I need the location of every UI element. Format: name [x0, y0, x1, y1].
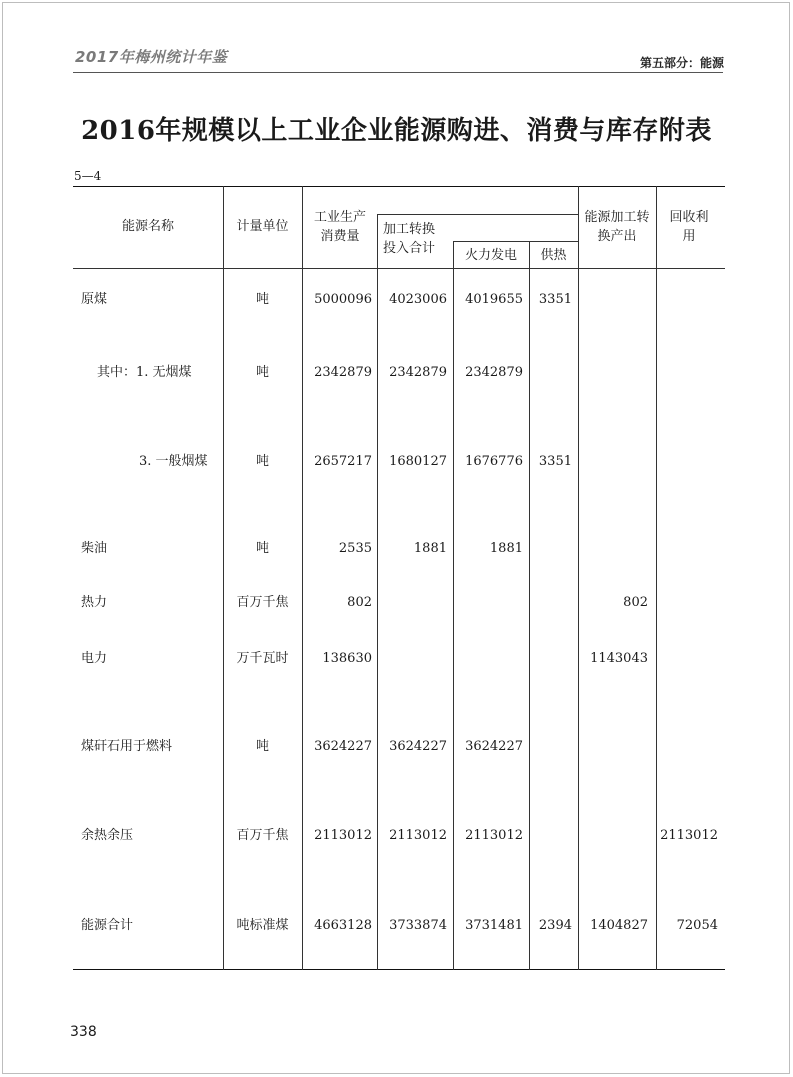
col-header-name: 能源名称 — [121, 219, 174, 234]
row-diesel-industrial: 2535 — [338, 541, 372, 556]
row-total-heating: 2394 — [538, 918, 572, 933]
col-divider-3 — [377, 214, 378, 970]
row-coal-gangue-unit: 吨 — [255, 739, 269, 754]
row-diesel-name: 柴油 — [81, 541, 108, 556]
col-header-industrial: 工业生产消费量 — [313, 210, 366, 244]
row-total-name: 能源合计 — [81, 918, 134, 933]
row-diesel-unit: 吨 — [255, 541, 269, 556]
col-header-unit: 计量单位 — [236, 219, 289, 234]
row-waste-heat-unit: 百万千焦 — [236, 828, 289, 843]
row-diesel-thermal: 1881 — [489, 541, 523, 556]
col-header-conversion: 加工转换投入合计 — [383, 222, 436, 256]
row-electricity-output: 1143043 — [590, 651, 648, 666]
table-number: 5—4 — [74, 169, 102, 183]
row-waste-heat-conversion: 2113012 — [389, 828, 447, 843]
row-raw-coal-name: 原煤 — [81, 292, 108, 307]
row-heat-unit: 百万千焦 — [236, 595, 289, 610]
header-bottom-rule — [73, 268, 725, 269]
row-raw-coal-conversion: 4023006 — [389, 292, 447, 307]
row-bituminous-unit: 吨 — [255, 454, 269, 469]
row-electricity-industrial: 138630 — [322, 651, 372, 666]
col-divider-4 — [453, 241, 454, 970]
table-top-rule — [73, 186, 725, 187]
row-anthracite-name: 其中：1. 无烟煤 — [97, 365, 192, 380]
conversion-group-rule — [377, 214, 578, 215]
row-coal-gangue-conversion: 3624227 — [389, 739, 447, 754]
row-bituminous-name: 3. 一般烟煤 — [139, 454, 208, 469]
section-header: 第五部分：能源 — [639, 56, 724, 70]
row-electricity-unit: 万千瓦时 — [236, 651, 289, 666]
row-raw-coal-industrial: 5000096 — [314, 292, 372, 307]
col-divider-7 — [656, 186, 657, 970]
energy-table — [73, 186, 725, 971]
row-coal-gangue-industrial: 3624227 — [314, 739, 372, 754]
row-coal-gangue-thermal: 3624227 — [465, 739, 523, 754]
row-bituminous-conversion: 1680127 — [389, 454, 447, 469]
col-divider-6 — [578, 186, 579, 970]
page-title: 2016年规模以上工业企业能源购进、消费与库存附表 — [81, 116, 712, 146]
row-total-industrial: 4663128 — [314, 918, 372, 933]
row-anthracite-unit: 吨 — [255, 365, 269, 380]
row-anthracite-thermal: 2342879 — [465, 365, 523, 380]
row-total-unit: 吨标准煤 — [236, 918, 289, 933]
table-bottom-rule — [73, 969, 725, 970]
row-heat-industrial: 802 — [347, 595, 372, 610]
row-waste-heat-name: 余热余压 — [81, 828, 134, 843]
page-number: 338 — [70, 1024, 97, 1040]
header-rule — [73, 72, 723, 73]
row-heat-output: 802 — [623, 595, 648, 610]
row-raw-coal-heating: 3351 — [538, 292, 572, 307]
row-bituminous-thermal: 1676776 — [465, 454, 523, 469]
row-waste-heat-industrial: 2113012 — [314, 828, 372, 843]
conversion-sub-rule — [453, 241, 578, 242]
row-total-conversion: 3733874 — [389, 918, 447, 933]
col-header-heating: 供热 — [540, 248, 567, 263]
row-electricity-name: 电力 — [81, 651, 108, 666]
row-raw-coal-unit: 吨 — [255, 292, 269, 307]
row-coal-gangue-name: 煤矸石用于燃料 — [81, 739, 173, 754]
col-divider-5 — [529, 241, 530, 970]
row-waste-heat-thermal: 2113012 — [465, 828, 523, 843]
col-header-thermal: 火力发电 — [464, 248, 517, 263]
yearbook-header: 2017年梅州统计年鉴 — [75, 48, 228, 66]
row-raw-coal-thermal: 4019655 — [465, 292, 523, 307]
row-total-output: 1404827 — [590, 918, 648, 933]
row-total-recovery: 72054 — [676, 918, 718, 933]
row-total-thermal: 3731481 — [465, 918, 523, 933]
row-diesel-conversion: 1881 — [413, 541, 447, 556]
row-bituminous-heating: 3351 — [538, 454, 572, 469]
row-anthracite-industrial: 2342879 — [314, 365, 372, 380]
row-waste-heat-recovery: 2113012 — [660, 828, 718, 843]
row-heat-name: 热力 — [81, 595, 108, 610]
row-anthracite-conversion: 2342879 — [389, 365, 447, 380]
col-header-recovery: 回收利用 — [669, 210, 709, 244]
col-header-output: 能源加工转换产出 — [584, 210, 650, 244]
row-bituminous-industrial: 2657217 — [314, 454, 372, 469]
